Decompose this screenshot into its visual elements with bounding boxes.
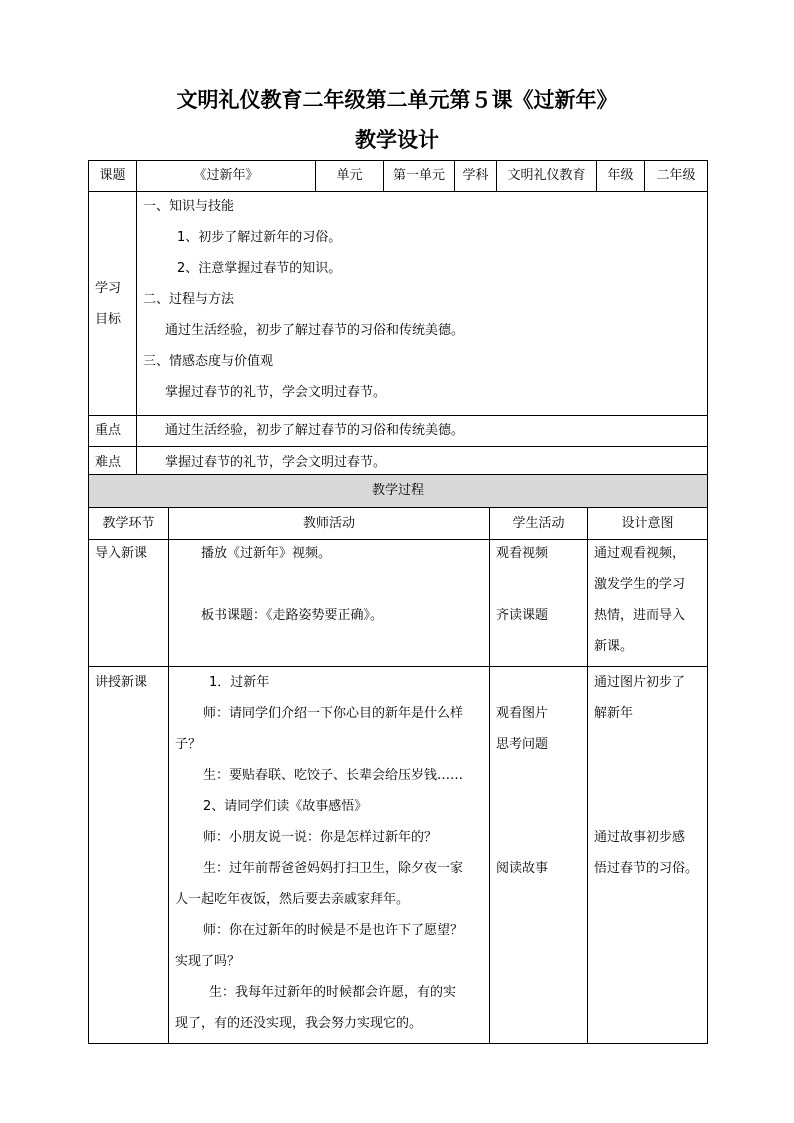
teacher-line: 1．过新年 xyxy=(209,675,270,690)
teacher-line: 人一起吃年夜饭，然后要去亲戚家拜年。 xyxy=(175,892,410,907)
unit-label: 单元 xyxy=(316,161,384,192)
process-section-title: 教学过程 xyxy=(89,475,708,508)
teaching-process-table xyxy=(88,474,708,1044)
intent-line: 悟过春节的习俗。 xyxy=(594,861,699,876)
intent-line: 新课。 xyxy=(594,639,634,654)
lecture-teacher xyxy=(169,667,490,1044)
objective-line: 掌握过春节的礼节，学会文明过春节。 xyxy=(165,385,387,400)
intent-line: 热情，进而导入 xyxy=(594,608,686,623)
objectives-label-line1: 学习 xyxy=(95,280,122,296)
intent-line: 激发学生的学习 xyxy=(594,577,686,592)
intro-teacher xyxy=(169,540,490,667)
student-line xyxy=(496,826,581,857)
teacher-line: 师：小朋友说一说：你是怎样过新年的？ xyxy=(203,830,438,845)
unit-value: 第一单元 xyxy=(384,161,455,192)
subject-value: 文明礼仪教育 xyxy=(497,161,597,192)
key-point-text: 通过生活经验，初步了解过春节的习俗和传统美德。 xyxy=(137,416,708,447)
intent-line xyxy=(594,764,701,795)
intent-line: 解新年 xyxy=(594,706,634,721)
student-line xyxy=(496,671,581,702)
process-header-row xyxy=(89,508,708,540)
column-header-stage: 教学环节 xyxy=(89,508,169,540)
column-header-intent: 设计意图 xyxy=(588,508,708,540)
intent-line xyxy=(594,733,701,764)
teacher-line: 师：你在过新年的时候是不是也许下了愿望？ xyxy=(203,923,464,938)
objective-line: 通过生活经验，初步了解过春节的习俗和传统美德。 xyxy=(165,323,465,338)
objectives-label-line2: 目标 xyxy=(95,311,122,327)
subject-label: 学科 xyxy=(455,161,497,192)
teacher-line: 板书课题：《走路姿势要正确》。 xyxy=(201,608,384,623)
lecture-stage xyxy=(89,667,169,1044)
key-point-label: 重点 xyxy=(89,416,137,447)
stage-label: 讲授新课 xyxy=(95,675,148,690)
student-line: 观看视频 xyxy=(496,546,549,561)
objective-line: 1、初步了解过新年的习俗。 xyxy=(177,230,342,245)
grade-value: 二年级 xyxy=(645,161,708,192)
lecture-row xyxy=(89,667,708,1044)
objective-line: 2、注意掌握过春节的知识。 xyxy=(177,261,342,276)
teacher-line: 生：我每年过新年的时候都会许愿，有的实 xyxy=(209,985,457,1000)
student-line: 观看图片 xyxy=(496,706,549,721)
teacher-line: 生：要贴春联、吃饺子、长辈会给压岁钱…… xyxy=(203,768,464,783)
objectives-row xyxy=(89,192,708,416)
objective-line: 二、过程与方法 xyxy=(143,292,235,307)
student-line: 齐读课题 xyxy=(496,608,549,623)
key-point-row xyxy=(89,416,708,447)
intro-row xyxy=(89,540,708,667)
student-line xyxy=(496,573,581,604)
topic-label: 课题 xyxy=(89,161,137,192)
header-row xyxy=(89,161,708,192)
difficulty-label: 难点 xyxy=(89,447,137,480)
student-line xyxy=(496,795,581,826)
topic-value: 《过新年》 xyxy=(137,161,316,192)
teacher-line xyxy=(201,573,483,604)
intro-stage xyxy=(89,540,169,667)
intent-line xyxy=(594,795,701,826)
teacher-line: 子？ xyxy=(175,737,202,752)
column-header-teacher: 教师活动 xyxy=(169,508,490,540)
teacher-line: 现了，有的还没实现，我会努力实现它的。 xyxy=(175,1016,423,1031)
teacher-line: 实现了吗？ xyxy=(175,954,241,969)
objective-line: 一、知识与技能 xyxy=(143,199,235,214)
objective-line: 三、情感态度与价值观 xyxy=(143,354,274,369)
stage-label: 导入新课 xyxy=(95,546,148,561)
intent-line: 通过故事初步感 xyxy=(594,830,686,845)
column-header-student: 学生活动 xyxy=(490,508,588,540)
lecture-student xyxy=(490,667,588,1044)
objectives-content xyxy=(137,192,708,416)
student-line: 阅读故事 xyxy=(496,861,549,876)
grade-label: 年级 xyxy=(597,161,645,192)
lesson-info-table xyxy=(88,160,708,480)
teacher-line: 播放《过新年》视频。 xyxy=(201,546,332,561)
objectives-label xyxy=(89,192,137,416)
teacher-line: 师：请同学们介绍一下你心目的新年是什么样 xyxy=(203,706,464,721)
intent-line: 通过图片初步了 xyxy=(594,675,686,690)
document-subtitle: 教学设计 xyxy=(355,127,439,152)
student-line: 思考问题 xyxy=(496,737,549,752)
difficulty-text: 掌握过春节的礼节，学会文明过春节。 xyxy=(137,447,708,480)
teacher-line: 生：过年前帮爸爸妈妈打扫卫生，除夕夜一家 xyxy=(203,861,464,876)
process-title-row xyxy=(89,475,708,508)
intro-student xyxy=(490,540,588,667)
teacher-line: 2、请同学们读《故事感悟》 xyxy=(203,799,368,814)
document-title: 文明礼仪教育二年级第二单元第５课《过新年》 xyxy=(176,87,618,112)
intent-line: 通过观看视频， xyxy=(594,546,686,561)
intro-intent xyxy=(588,540,708,667)
student-line xyxy=(496,764,581,795)
lecture-intent xyxy=(588,667,708,1044)
